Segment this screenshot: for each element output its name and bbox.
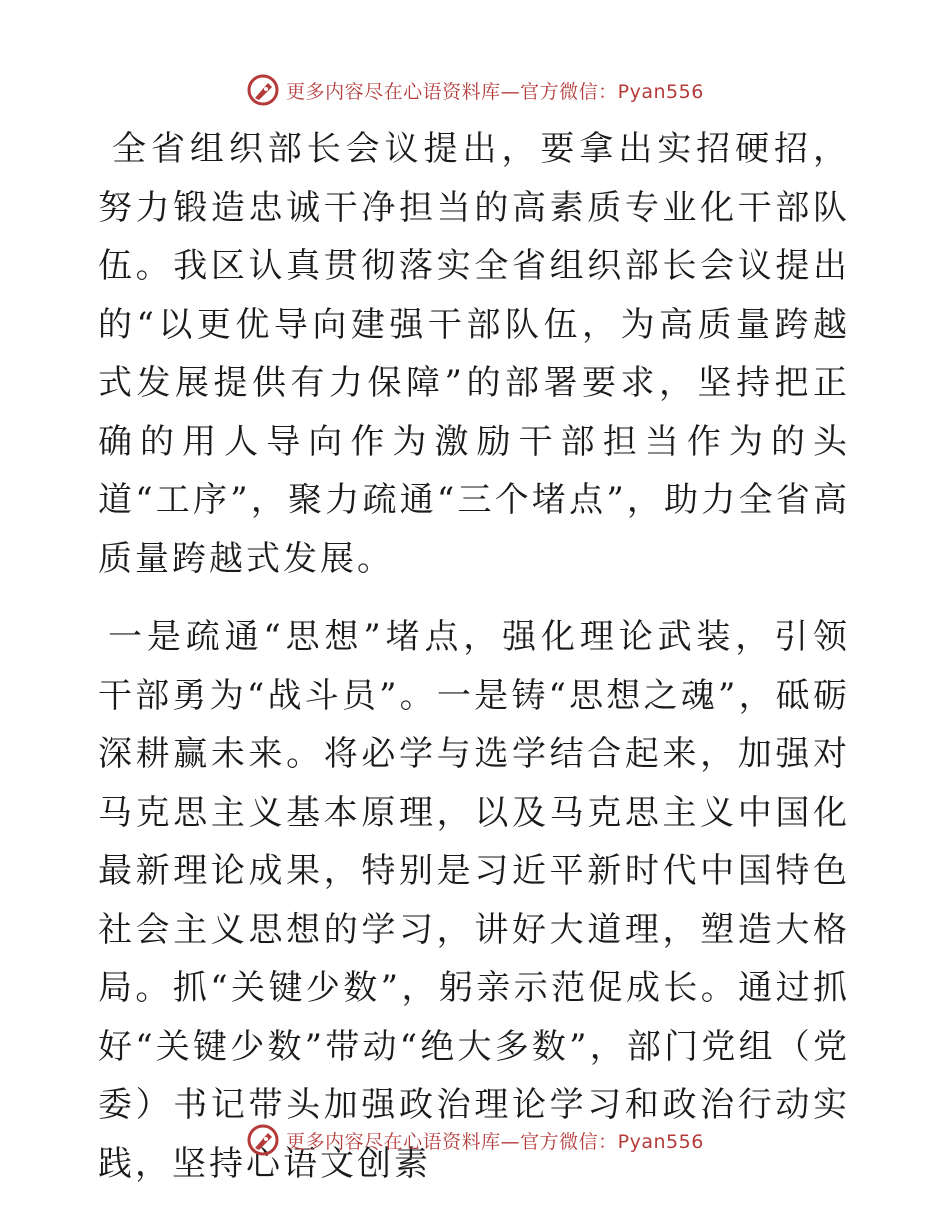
document-body (98, 120, 850, 1193)
paragraph-intro: 全省组织部长会议提出，要拿出实招硬招，努力锻造忠诚干净担当的高素质专业化干部队伍。我区认真贯彻落实全省组织部长会议提出的“以更优导向建强干部队伍，为高质量跨越式发展提供有力保障”的部署要求，坚持把正确的用人导向作为激励干部担当作为的头道“工序”，聚力疏通“三个堵点”，助力全省高质量跨越式发展。 (98, 129, 850, 579)
watermark-text: 更多内容尽在心语资料库—官方微信：Pyan556 (286, 80, 704, 103)
footer-watermark (0, 1120, 950, 1160)
paragraph-first-point: 一是疏通“思想”堵点，强化理论武装，引领干部勇为“战斗员”。一是铸“思想之魂”，砥砺深耕赢未来。将必学与选学结合起来，加强对马克思主义基本原理，以及马克思主义中国化最新理论成果，特别是习近平新时代中国特色社会主义思想的学习，讲好大道理，塑造大格局。抓“关键少数”，躬亲示范促成长。通过抓好“关键少数”带动“绝大多数”，部门党组（党委）书记带头加强政治理论学习和政治行动实践，坚持心语文创素 (98, 617, 850, 1184)
header-watermark (0, 70, 950, 110)
watermark-text: 更多内容尽在心语资料库—官方微信：Pyan556 (286, 1130, 704, 1153)
pen-nib-circle-icon (246, 1123, 280, 1157)
pen-nib-circle-icon (246, 73, 280, 107)
